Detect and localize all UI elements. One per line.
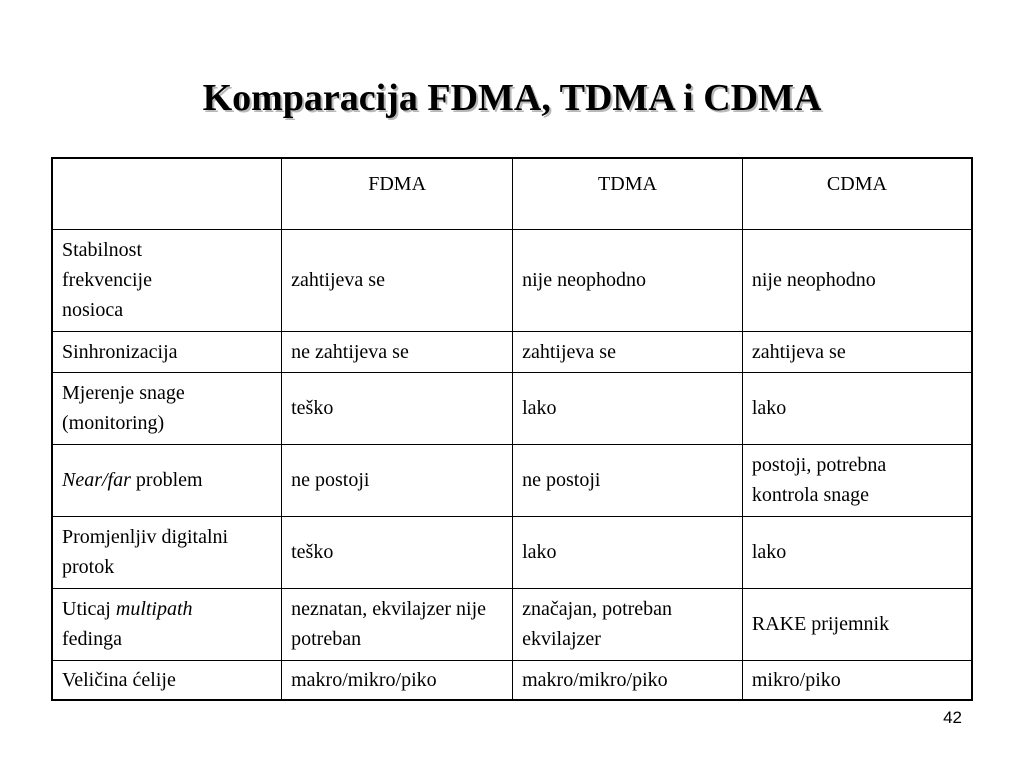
header-cell-empty	[52, 158, 282, 229]
criterion-cell: Sinhronizacija	[52, 331, 282, 372]
table-row	[52, 331, 972, 372]
fdma-cell	[282, 588, 513, 660]
criterion-label: Stabilnost frekvencije nosioca	[62, 239, 152, 321]
tdma-cell: lako	[513, 372, 743, 444]
table-row	[52, 372, 972, 444]
tdma-cell: nije neophodno	[513, 229, 743, 331]
header-cell-fdma: FDMA	[282, 158, 513, 229]
fdma-cell: teško	[282, 516, 513, 588]
fdma-cell: ne zahtijeva se	[282, 331, 513, 372]
tdma-cell: makro/mikro/piko	[513, 660, 743, 700]
criterion-prefix: Uticaj	[62, 598, 116, 620]
tdma-value: značajan, potreban ekvilajzer	[522, 598, 673, 650]
criterion-label: Promjenljiv digitalni protok	[62, 526, 229, 578]
fdma-cell: zahtijeva se	[282, 229, 513, 331]
fdma-cell: ne postoji	[282, 444, 513, 516]
criterion-italic: multipath	[115, 598, 193, 620]
criterion-cell	[52, 372, 282, 444]
criterion-cell	[52, 588, 282, 660]
table-row	[52, 444, 972, 516]
cdma-cell: mikro/piko	[742, 660, 972, 700]
tdma-cell: lako	[513, 516, 743, 588]
criterion-italic: Near/far	[62, 469, 131, 491]
table-header-row	[52, 158, 972, 229]
cdma-cell: RAKE prijemnik	[742, 588, 972, 660]
cdma-cell: zahtijeva se	[742, 331, 972, 372]
cdma-cell	[742, 444, 972, 516]
criterion-cell: Veličina ćelije	[52, 660, 282, 700]
criterion-cell	[52, 516, 282, 588]
cdma-cell: lako	[742, 372, 972, 444]
table-row	[52, 229, 972, 331]
cdma-value: postoji, potrebna kontrola snage	[751, 454, 887, 506]
fdma-cell: teško	[282, 372, 513, 444]
comparison-table	[51, 157, 973, 701]
table-row	[52, 588, 972, 660]
fdma-cell: makro/mikro/piko	[282, 660, 513, 700]
slide-title: Komparacija FDMA, TDMA i CDMA	[202, 77, 822, 119]
criterion-cell	[52, 444, 282, 516]
criterion-label: Mjerenje snage (monitoring)	[62, 382, 185, 434]
tdma-cell	[513, 588, 743, 660]
fdma-value: neznatan, ekvilajzer nije potreban	[291, 598, 487, 650]
tdma-cell: ne postoji	[513, 444, 743, 516]
header-cell-tdma: TDMA	[513, 158, 743, 229]
table-row	[52, 660, 972, 700]
cdma-cell: nije neophodno	[742, 229, 972, 331]
tdma-cell: zahtijeva se	[513, 331, 743, 372]
criterion-rest: fedinga	[62, 628, 122, 650]
cdma-cell: lako	[742, 516, 972, 588]
criterion-cell	[52, 229, 282, 331]
header-cell-cdma: CDMA	[742, 158, 972, 229]
criterion-rest: problem	[130, 469, 203, 491]
table-row	[52, 516, 972, 588]
page-number: 42	[943, 708, 962, 727]
